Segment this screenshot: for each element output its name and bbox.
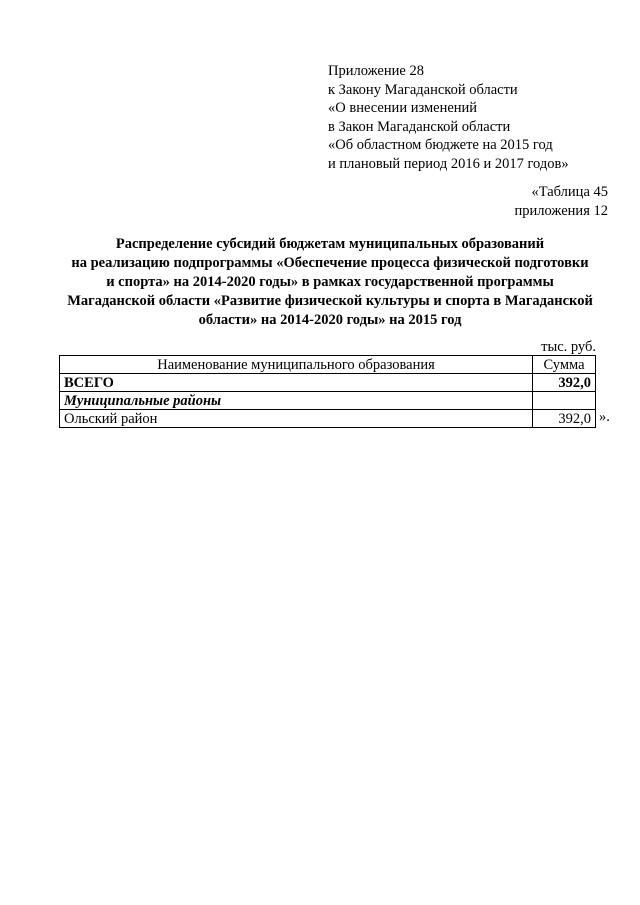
title-line: Магаданской области «Развитие физической культуры и спорта в Магаданской: [67, 293, 593, 309]
title-line: области» на 2014-2020 годы» на 2015 год: [198, 312, 462, 328]
units-label: тыс. руб.: [541, 339, 596, 355]
row-name: Муниципальные районы: [60, 392, 533, 410]
title-line: и спорта» на 2014-2020 годы» в рамках государственной программы: [106, 274, 554, 290]
subsidy-table: [59, 355, 596, 428]
table-row-group: [60, 392, 596, 410]
title-line: Распределение субсидий бюджетам муниципальных образований: [115, 236, 545, 252]
row-name: Ольский район: [60, 410, 533, 428]
table-reference-line: приложения 12: [514, 202, 608, 219]
table-reference: [515, 183, 608, 220]
title-line: на реализацию подпрограммы «Обеспечение процесса физической подготовки: [71, 255, 589, 271]
header-name: Наименование муниципального образования: [60, 356, 533, 374]
document-title: [50, 235, 610, 330]
table-reference-line: «Таблица 45: [531, 184, 608, 200]
appendix-line: к Закону Магаданской области: [328, 81, 518, 98]
row-sum: [533, 392, 596, 410]
appendix-line: «О внесении изменений: [328, 100, 478, 117]
appendix-line: и плановый период 2016 и 2017 годов»: [328, 155, 569, 172]
appendix-line: Приложение 28: [328, 63, 424, 79]
row-name: ВСЕГО: [60, 374, 533, 392]
header-sum: Сумма: [533, 356, 596, 374]
closing-quote-mark: ».: [599, 409, 610, 425]
table-header-row: [60, 356, 596, 374]
appendix-line: в Закон Магаданской области: [328, 118, 511, 135]
table-row-total: [60, 374, 596, 392]
table-row: [60, 410, 596, 428]
appendix-line: «Об областном бюджете на 2015 год: [328, 137, 553, 154]
row-sum: 392,0: [533, 410, 596, 428]
row-sum: 392,0: [533, 374, 596, 392]
appendix-reference: [328, 62, 569, 174]
